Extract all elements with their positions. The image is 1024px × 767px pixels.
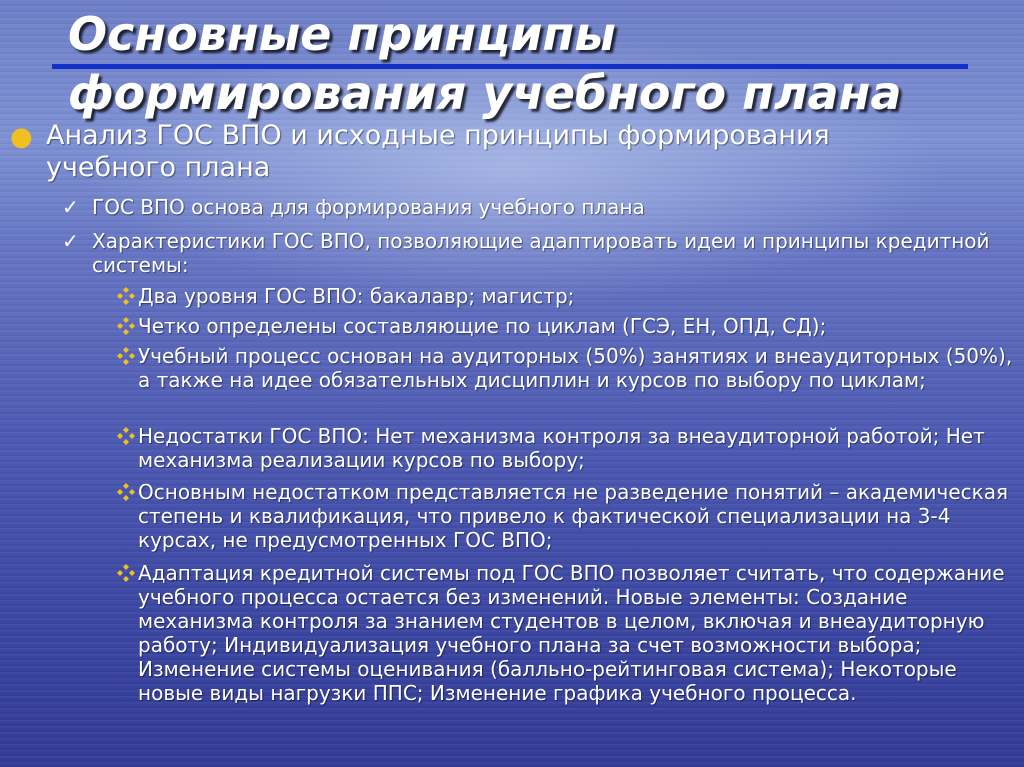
checkmark-icon: ✓ bbox=[62, 229, 79, 253]
check-item-text: ГОС ВПО основа для формирования учебного плана bbox=[92, 195, 645, 219]
main-bullet-text: Анализ ГОС ВПО и исходные принципы формирования учебного плана bbox=[46, 120, 830, 183]
slide-title-line-2: формирования учебного плана bbox=[68, 66, 902, 120]
dot-bullet-icon: ● bbox=[10, 122, 33, 152]
diamond-bullet-icon bbox=[116, 286, 136, 306]
slide-title-line-1: Основные принципы bbox=[68, 7, 616, 61]
sub-list-item-text: Недостатки ГОС ВПО: Нет механизма контроля за внеаудиторной работой; Нет механизма реализации курсов по выбору; bbox=[138, 424, 985, 472]
sub-list-item-text: Основным недостатком представляется не разведение понятий – академическая степень и квалификация, что привело к фактической специализации на 3-4 курсах, не предусмотренных ГОС ВПО; bbox=[138, 480, 1009, 552]
sub-list-item-text: Четко определены составляющие по циклам (ГСЭ, ЕН, ОПД, СД); bbox=[138, 314, 827, 338]
sub-list-item-text: Два уровня ГОС ВПО: бакалавр; магистр; bbox=[138, 284, 575, 308]
diamond-bullet-icon bbox=[116, 426, 136, 446]
diamond-bullet-icon bbox=[116, 316, 136, 336]
diamond-bullet-icon bbox=[116, 563, 136, 583]
checkmark-icon: ✓ bbox=[62, 195, 79, 219]
diamond-bullet-icon bbox=[116, 482, 136, 502]
sub-list-item-text: Адаптация кредитной системы под ГОС ВПО позволяет считать, что содержание учебного процесса остается без изменений. Новые элементы: Создание механизма контроля за знанием студентов в целом, включая и внеаудиторную работу; Индивидуализация учебного плана за счет возможности выбора; Изменение системы оценивания (балльно-рейтинговая система); Некоторые новые виды нагрузки ППС; Изменение графика учебного процесса. bbox=[138, 561, 1005, 705]
check-item-text: Характеристики ГОС ВПО, позволяющие адаптировать идеи и принципы кредитной системы: bbox=[92, 229, 990, 277]
diamond-bullet-icon bbox=[116, 346, 136, 366]
sub-list-item-text: Учебный процесс основан на аудиторных (50%) занятиях и внеаудиторных (50%), а также на идее обязательных дисциплин и курсов по выбору по циклам; bbox=[138, 344, 1013, 392]
